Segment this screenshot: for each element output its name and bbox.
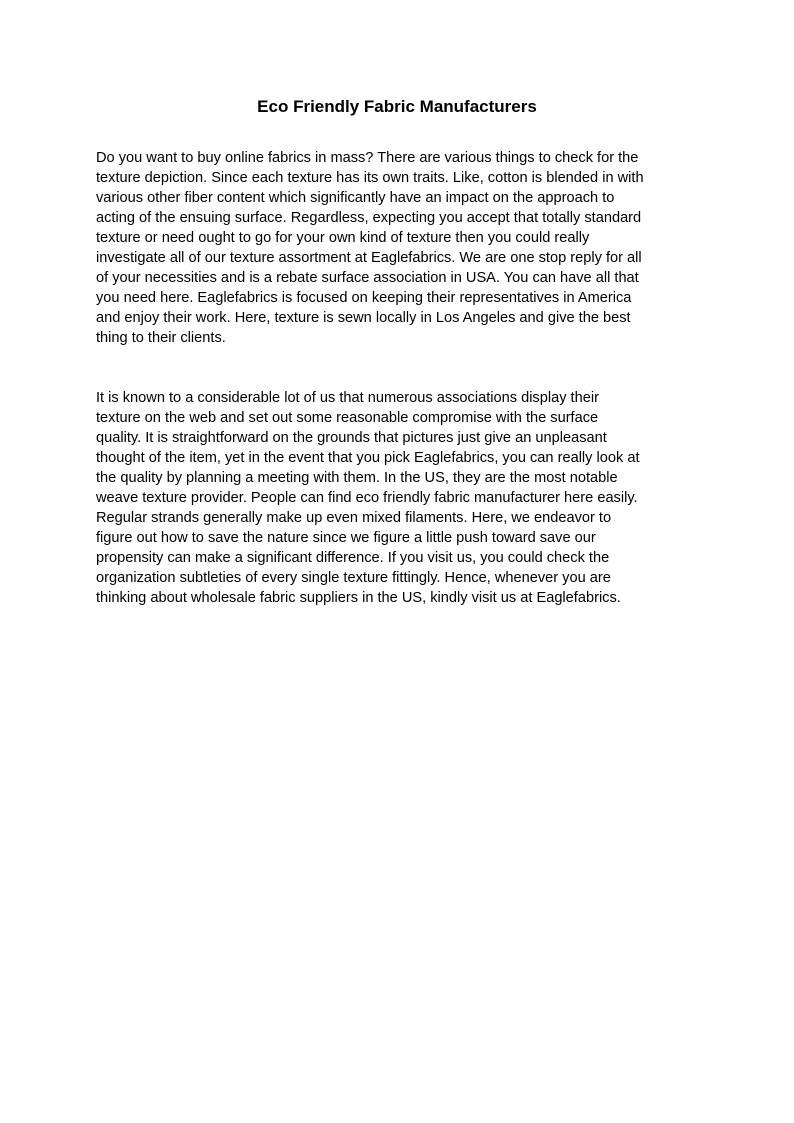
paragraph-line: figure out how to save the nature since we figure a little push toward save our [96,530,596,546]
paragraph-line: various other fiber content which significantly have an impact on the approach to [96,190,615,206]
paragraph-line: It is known to a considerable lot of us that numerous associations display their [96,390,599,406]
paragraph-2 [96,388,701,608]
paragraph-line: investigate all of our texture assortment at Eaglefabrics. We are one stop reply for all [96,250,642,266]
paragraph-line: Do you want to buy online fabrics in mass? There are various things to check for the [96,150,639,166]
paragraph-line: thinking about wholesale fabric suppliers in the US, kindly visit us at Eaglefabrics. [96,590,621,606]
paragraph-line: acting of the ensuing surface. Regardless, expecting you accept that totally standard [96,210,642,226]
paragraph-line: you need here. Eaglefabrics is focused on keeping their representatives in America [96,290,632,306]
paragraph-line: the quality by planning a meeting with them. In the US, they are the most notable [96,470,618,486]
paragraph-line: of your necessities and is a rebate surface association in USA. You can have all that [96,270,639,286]
paragraph-line: organization subtleties of every single texture fittingly. Hence, whenever you are [96,570,611,586]
document-title: Eco Friendly Fabric Manufacturers [257,97,537,116]
paragraph-1 [96,148,701,348]
paragraph-line: thought of the item, yet in the event that you pick Eaglefabrics, you can really look at [96,450,640,466]
paragraph-line: weave texture provider. People can find eco friendly fabric manufacturer here easily. [96,490,638,506]
paragraph-line: Regular strands generally make up even mixed filaments. Here, we endeavor to [96,510,612,526]
paragraph-line: thing to their clients. [96,330,226,346]
paragraph-line: quality. It is straightforward on the grounds that pictures just give an unpleasant [96,430,607,446]
paragraph-line: propensity can make a significant difference. If you visit us, you could check the [96,550,610,566]
paragraph-line: texture depiction. Since each texture has its own traits. Like, cotton is blended in with [96,170,644,186]
paragraph-line: texture or need ought to go for your own kind of texture then you could really [96,230,590,246]
paragraph-line: and enjoy their work. Here, texture is sewn locally in Los Angeles and give the best [96,310,631,326]
paragraph-line: texture on the web and set out some reasonable compromise with the surface [96,410,599,426]
